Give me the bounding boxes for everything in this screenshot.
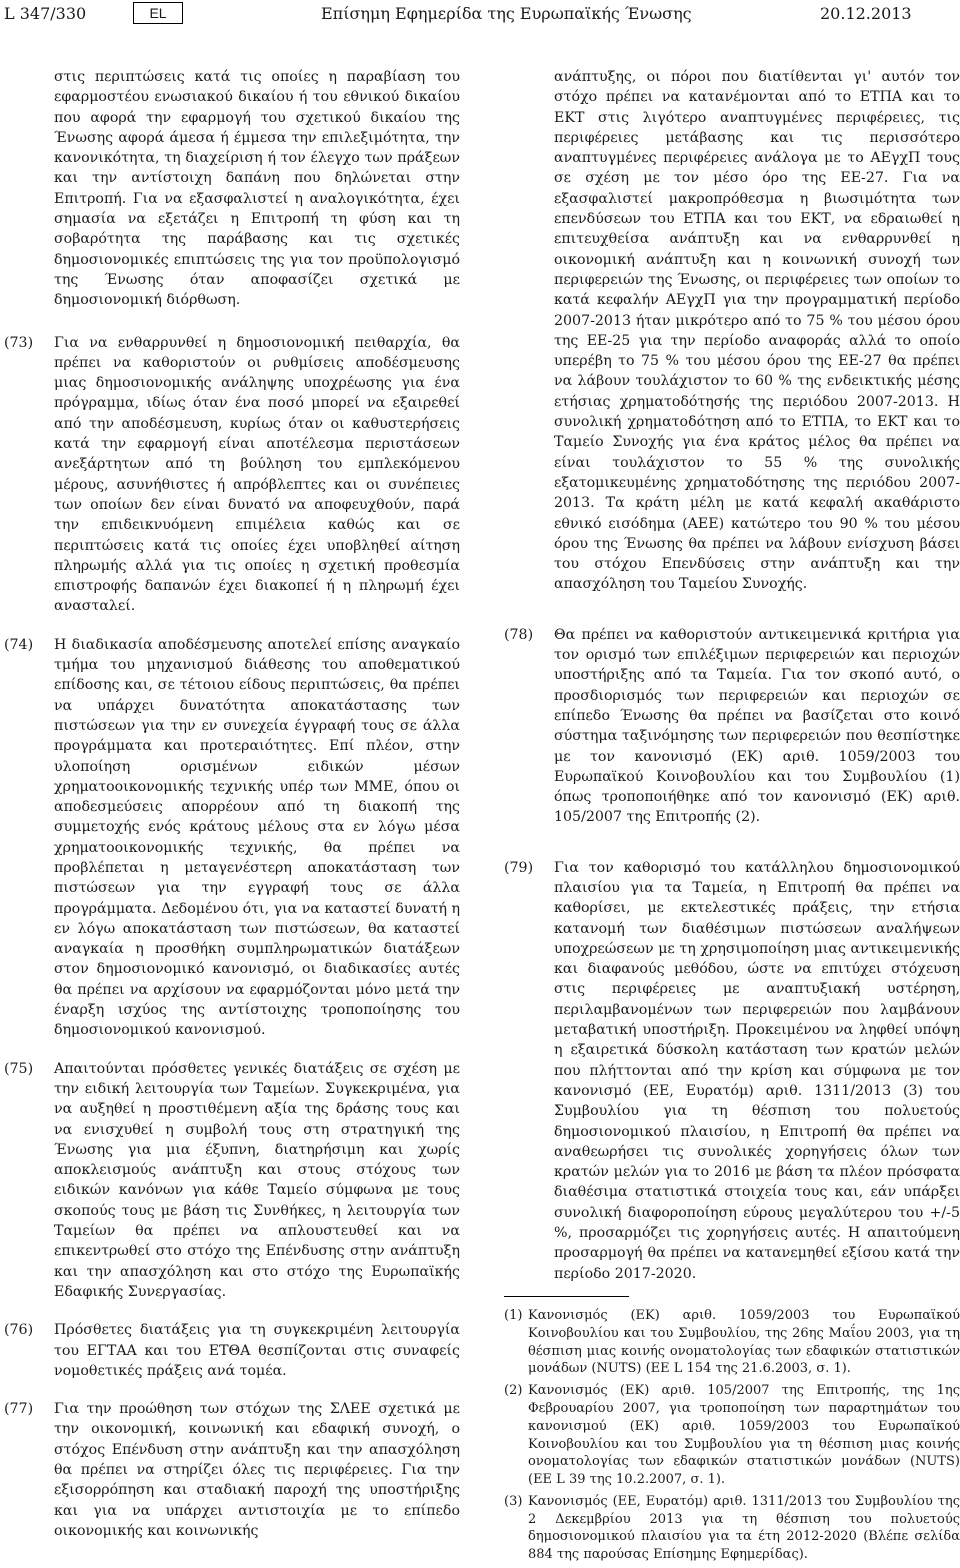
recital-78 [504,625,960,828]
footnote-3 [504,1493,960,1564]
recital-77-continuation: ανάπτυξης, οι πόροι που διατίθενται γι' αυτόν τον στόχο πρέπει να κατανέμονται από το ΕΤΠΑ και το ΕΚΤ στις λιγότερο αναπτυγμένες περιφέρειες, τις περιφέρειες μετάβασης και τις περισσότερο αναπτυγμένες περιφέρειες ανάλογα με το ΑΕγχΠ τους σε σχέση με τον μέσο όρο της ΕΕ-27. Για να εξασφαλιστεί μακροπρόθεσμα η βιωσιμότητα των επενδύσεων του ΕΤΠΑ και του ΕΚΤ, να εδραιωθεί η επιτευχθείσα ανάπτυξη και να ενθαρρυνθεί η οικονομική ανάπτυξη και η κοινωνική συνοχή των περιφερειών της Ένωσης, οι περιφέρειες των οποίων το κατά κεφαλήν ΑΕγχΠ για την προγραμματική περίοδο 2007-2013 ήταν μικρότερο από το 75 % του μέσου όρου της ΕΕ-25 για την περίοδο αναφοράς αλλά το οποίο υπερέβη το 75 % του μέσου όρου της ΕΕ-27 θα πρέπει να λάβουν τουλάχιστον το 60 % της ενδεικτικής μέσης ετήσιας χρηματοδότησής της περιόδου 2007-2013. Η συνολική χρηματοδότηση από το ΕΤΠΑ, το ΕΚΤ και το Ταμείο Συνοχής για ένα κράτος μέλος θα πρέπει να είναι τουλάχιστον το 55 % της συνολικής εξατομικευμένης χρηματοδότησης της περιόδου 2007-2013. Τα κράτη μέλη με κατά κεφαλή ακαθάριστο εθνικό εισόδημα (ΑΕΕ) κατώτερο του 90 % του μέσου όρου της Ένωσης θα πρέπει να λάβουν ενίσχυση βάσει του στόχου Επενδύσεις στην ανάπτυξη και την απασχόληση του Ταμείου Συνοχής. [554,69,960,593]
language-badge: EL [133,2,183,24]
recital-number: (74) [4,636,34,653]
recital-number: (76) [4,1322,34,1339]
recital-text: Για να ενθαρρυνθεί η δημοσιονομική πειθαρχία, θα πρέπει να καθοριστούν οι ρυθμίσεις αποδέσμευσης μιας δημοσιονομικής ανάληψης υποχρέωσης για ένα πρόγραμμα, ιδίως όταν ένα ποσό μπορεί να εξαιρεθεί από την αποδέσμευση, κυρίως όταν οι καθυστερήσεις κατά την εφαρμογή είναι αποτέλεσμα περιστάσεων ανεξάρτητων από τη βούληση του εμπλεκόμενου μέρους, ασυνήθιστες ή απρόβλεπτες και οι συνέπειες των οποίων δεν είναι δυνατό να αποφευχθούν, παρά την επιδεικνυόμενη επιμέλεια καθώς και σε περιπτώσεις κατά τις οποίες έχει υποβληθεί αίτηση πληρωμής αλλά για τις οποίες η σχετική προθεσμία επιστροφής δαπανών έχει διακοπεί ή η πληρωμή έχει ανασταλεί. [54,334,460,615]
recital-text: Για την προώθηση των στόχων της ΣΛΕΕ σχετικά με την οικονομική, κοινωνική και εδαφική συνοχή, ο στόχος Επένδυση στην ανάπτυξη και την απασχόληση θα πρέπει να στηρίζει όλες τις περιφέρειες. Για την εξισορρόπηση και σταδιακή παροχή της υποστήριξης και για να υπάρχει αντιστοιχία με το επίπεδο οικονομικής και κοινωνικής [54,1401,460,1539]
recital-75 [4,1059,460,1303]
recital-number: (78) [504,626,534,643]
recital-number: (79) [504,859,534,876]
recital-73 [4,333,460,617]
footnote-1 [504,1307,960,1378]
recital-text: Η διαδικασία αποδέσμευσης αποτελεί επίσης αναγκαίο τμήμα του μηχανισμού διάθεσης του αποθεματικού επίδοσης και, σε τέτοιου είδους περιπτώσεις, θα πρέπει να υπάρχει δυνατότητα αποκατάστασης των πιστώσεων για την εν συνεχεία έγγραφή τους σε άλλα προγράμματα και προτεραιότητες. Επί πλέον, στην υλοποίηση ορισμένων ειδικών μέσων χρηματοοικονομικής τεχνικής υπέρ των ΜΜΕ, όπου οι αποδεσμεύσεις απορρέουν από τη διακοπή της συμμετοχής ενός κράτους μέλους στα εν λόγω μέσα χρηματοοικονομικής τεχνικής, θα πρέπει να προβλέπεται η μεταγενέστερη αποκατάσταση των πιστώσεων για την εγγραφή τους σε άλλα προγράμματα. Δεδομένου ότι, για να καταστεί δυνατή η εν λόγω αποκατάσταση των πιστώσεων, θα καταστεί αναγκαία η προσθήκη συμπληρωματικών διατάξεων στον δημοσιονομικό κανονισμό, οι διαδικασίες αυτές θα πρέπει να αρχίσουν να εφαρμόζονται μόνο μετά την έναρξη ισχύος της αντίστοιχης τροποποίησης του δημοσιονομικού κανονισμού. [54,636,461,1039]
recital-77 [4,1399,460,1541]
footnote-text: Κανονισμός (ΕΚ) αριθ. 1059/2003 του Ευρωπαϊκού Κοινοβουλίου και του Συμβουλίου, της 26ης Μαΐου 2003, για τη θέσπιση μιας κοινής ονοματολογίας των εδαφικών στατιστικών μονάδων (NUTS) (ΕΕ L 154 της 21.6.2003, σ. 1). [528,1307,960,1377]
recital-text: Πρόσθετες διατάξεις για τη συγκεκριμένη λειτουργία του ΕΓΤΑΑ και του ΕΤΘΑ θεσπίζονται στις συναφείς νομοθετικές πράξεις ανά τομέα. [54,1322,460,1379]
footnote-text: Κανονισμός (ΕΚ) αριθ. 105/2007 της Επιτροπής, της 1ης Φεβρουαρίου 2007, για τροποποίηση των παραρτημάτων του κανονισμού (ΕΚ) αριθ. 1059/2003 του Ευρωπαϊκού Κοινοβουλίου και του Συμβουλίου για τη θέσπιση μιας κοινής ονοματολογίας των εδαφικών στατιστικών μονάδων (NUTS) (ΕΕ L 39 της 10.2.2007, σ. 1). [528,1383,960,1488]
left-column [4,67,460,1541]
footnote-number: (2) [504,1383,523,1399]
footnote-number: (1) [504,1307,523,1323]
journal-title: Επίσημη Εφημερίδα της Ευρωπαϊκής Ένωσης [321,4,692,23]
recital-74 [4,635,460,1041]
intro-paragraph: στις περιπτώσεις κατά τις οποίες η παραβίαση του εφαρμοστέου ενωσιακού δικαίου ή του εθνικού δικαίου που αφορά την εφαρμογή του σχετικού δικαίου της Ένωσης αφορά άμεσα ή έμμεσα την επιλεξιμότητα, την κανονικότητα, τη διαχείριση ή τον έλεγχο των πράξεων και την αντίστοιχη δαπάνη που δηλώνεται στην Επιτροπή. Για να εξασφαλιστεί η αναλογικότητα, έχει σημασία να εξετάζει η Επιτροπή τη φύση και τη σοβαρότητα της παράβασης και τις σχετικές δημοσιονομικές επιπτώσεις της για τον προϋπολογισμό της Ένωσης όταν αποφασίζει σχετικά με δημοσιονομική διόρθωση. [54,69,460,309]
publication-date: 20.12.2013 [820,4,912,23]
footnote-divider [504,1296,629,1297]
footnote-number: (3) [504,1493,523,1509]
recital-76 [4,1320,460,1381]
page-header [0,4,960,26]
recital-number: (77) [4,1401,34,1418]
footnote-2 [504,1382,960,1489]
recital-79 [504,858,960,1284]
recital-text: Θα πρέπει να καθοριστούν αντικειμενικά κριτήρια για τον ορισμό των επιλέξιμων περιφερειών και περιοχών υποστήριξης από τα Ταμεία. Για τον σκοπό αυτό, ο προσδιορισμός των περιφερειών και περιοχών σε επίπεδο Ένωσης θα πρέπει να βασίζεται στο κοινό σύστημα ταξινόμησης των περιφερειών που θεσπίστηκε με τον κανονισμό (ΕΚ) αριθ. 1059/2003 του Ευρωπαϊκού Κοινοβουλίου και του Συμβουλίου (1) όπως τροποποιήθηκε από τον κανονισμό (ΕΚ) αριθ. 105/2007 της Επιτροπής (2). [554,626,960,826]
footnote-text: Κανονισμός (ΕΕ, Ευρατόμ) αριθ. 1311/2013 του Συμβουλίου της 2 Δεκεμβρίου 2013 για τη θέσπιση του πολυετούς δημοσιονομικού πλαισίου για τα έτη 2012-2020 (Βλέπε σελίδα 884 της παρούσας Επίσημης Εφημερίδας). [528,1493,960,1563]
recital-text: Για τον καθορισμό του κατάλληλου δημοσιονομικού πλαισίου για τα Ταμεία, η Επιτροπή θα πρέπει να καθορίσει, με εκτελεστικές πράξεις, την ετήσια κατανομή των διαθέσιμων πιστώσεων αναλήψεων υποχρεώσεων με τη χρησιμοποίηση μιας αντικειμενικής και διαφανούς μεθόδου, ώστε να επιτύχει στόχευση στις περιφέρειες με αναπτυξιακή υστέρηση, περιλαμβανομένων των περιφερειών που λαμβάνουν μεταβατική υποστήριξη. Προκειμένου να ληφθεί υπόψη η εξαιρετικά δύσκολη κατάσταση των κρατών μελών που πλήττονται από την κρίση και σύμφωνα με τον κανονισμό (ΕΕ, Ευρατόμ) αριθ. 1311/2013 (3) του Συμβουλίου για τη θέσπιση του πολυετούς δημοσιονομικού πλαισίου, η Επιτροπή θα πρέπει να αναθεωρήσει τις συνολικές χορηγήσεις όλων των κρατών μελών για το 2016 με βάση τα πλέον πρόσφατα διαθέσιμα στατιστικά στοιχεία τους και, εάν υπάρξει συνολική διαφοροποίηση εύρους μεγαλύτερου του +/-5 %, προσαρμόζει τις χορηγήσεις αυτές. Η απαιτούμενη προσαρμογή θα πρέπει να κατανεμηθεί εξίσου κατά την περίοδο 2017-2020. [554,859,960,1282]
right-column [504,67,960,1568]
page-reference: L 347/330 [4,4,87,23]
recital-number: (75) [4,1060,34,1077]
recital-text: Απαιτούνται πρόσθετες γενικές διατάξεις σε σχέση με την ειδική λειτουργία των Ταμείων. Συγκεκριμένα, για να αυξηθεί η προστιθέμενη αξία της δράσης τους και να ενισχυθεί η συμβολή τους στη στρατηγική της Ένωσης για μια έξυπνη, διατηρήσιμη και χωρίς αποκλεισμούς ανάπτυξη και στους στόχους των ειδικών κανόνων για κάθε Ταμείο σύμφωνα με τους σκοπούς τους με βάση τις Συνθήκες, η λειτουργία των Ταμείων θα πρέπει να απλουστευθεί και να επικεντρωθεί στο στόχο της Επένδυσης στην ανάπτυξη και την απασχόληση και στο στόχο της Ευρωπαϊκής Εδαφικής Συνεργασίας. [54,1060,460,1300]
recital-number: (73) [4,334,34,351]
